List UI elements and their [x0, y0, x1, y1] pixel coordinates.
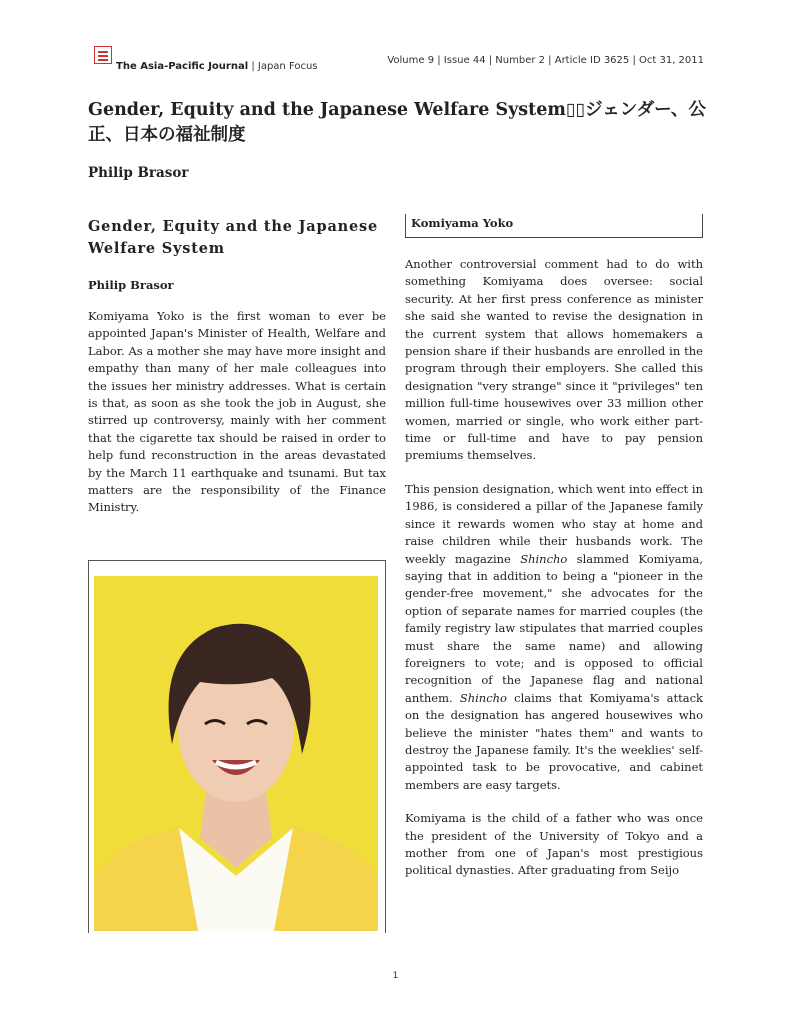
text-run: claims that Komiyama's attack on the designation has angered housewives who believe the minister "hates them" and wants to destroy the Japanese family. It's the weeklies' self-appointed task to be provocative, and cabinet members are easy targets.	[405, 690, 704, 792]
journal-name	[116, 61, 318, 72]
portrait-illustration	[94, 576, 378, 931]
issue-info: Volume 9 | Issue 44 | Number 2 | Article ID 3625 | Oct 31, 2011	[387, 55, 704, 66]
section-title: Gender, Equity and the Japanese Welfare System	[88, 218, 378, 257]
komiyama-portrait-image	[94, 576, 378, 931]
magazine-name: Shincho	[459, 690, 507, 705]
right-column	[405, 214, 703, 880]
page-number: 1	[392, 971, 399, 981]
journal-header	[94, 46, 704, 76]
right-paragraph-2	[405, 481, 703, 794]
article-title: Gender, Equity and the Japanese Welfare System▯▯ジェンダー、公正、日本の福祉制度	[88, 100, 706, 145]
section-author: Philip Brasor	[88, 278, 174, 292]
photo-frame	[88, 560, 386, 933]
text-run: slammed Komiyama, saying that in addition to being a "pioneer in the gender-free movement," she advocates for the option of separate names for married couples (the family registry law stipulates that married couples must share the same name) and allowing foreigners to vote; and is opposed to official recognition of the Japanese flag and national anthem.	[405, 551, 703, 705]
article-author: Philip Brasor	[88, 165, 189, 181]
sidebar-heading-box: Komiyama Yoko	[405, 214, 703, 238]
journal-logo-icon	[94, 46, 112, 64]
left-column	[88, 216, 386, 517]
left-paragraph-1: Komiyama Yoko is the first woman to ever be appointed Japan's Minister of Health, Welfare and Labor. As a mother she may have more insight and empathy than many of her male colleagues into the issues her ministry addresses. What is certain is that, as soon as she took the job in August, she stirred up controversy, mainly with her comment that the cigarette tax should be raised in order to help fund reconstruction in the areas devastated by the March 11 earthquake and tsunami. But tax matters are the responsibility of the Finance Ministry.	[88, 309, 386, 515]
magazine-name: Shincho	[520, 551, 568, 566]
journal-section: | Japan Focus	[248, 61, 318, 72]
right-paragraph-3: Komiyama is the child of a father who was once the president of the University of Tokyo and a mother from one of Japan's most prestigious political dynasties. After graduating from Seijo	[405, 811, 703, 878]
journal-title: The Asia-Pacific Journal	[116, 61, 249, 72]
text-run: This pension designation, which went into effect in 1986, is considered a pillar of the Japanese family since it rewards women who stay at home and raise children while their husbands work. The weekly magazine	[405, 481, 703, 566]
right-paragraph-1: Another controversial comment had to do with something Komiyama does oversee: social security. At her first press conference as minister she said she wanted to revise the designation in the current system that allows homemakers a pension share if their husbands are enrolled in the program through their employers. She called this designation "very strange" since it "privileges" ten million full-time housewives over 33 million other women, married or single, who work either part-time or full-time and have to pay pension premiums themselves.	[405, 257, 703, 463]
